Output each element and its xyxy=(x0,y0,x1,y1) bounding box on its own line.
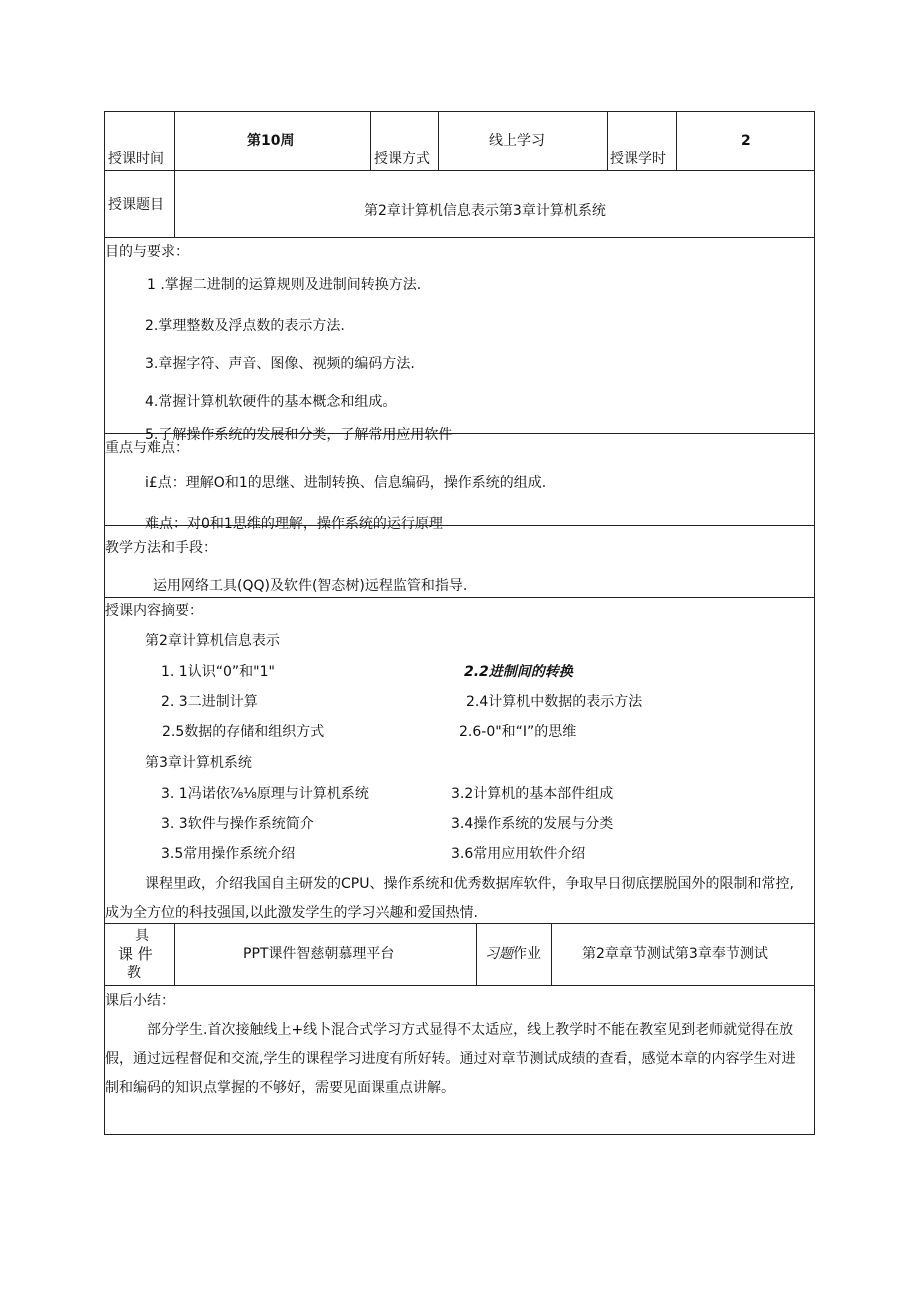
ideology-paragraph: 课程里政，介绍我国自主研发的CPU、操作系统和优秀数据库软件，争取早日彻底摆脱国外的限制和常控,成为全方位的科技强国,以此激发学生的学习兴趣和爱国热情. xyxy=(105,876,794,921)
reflection-title: 课后小结： xyxy=(105,993,175,1009)
section-item: 3.4操作系统的发展与分类 xyxy=(451,816,614,832)
col-divider xyxy=(174,112,175,170)
col-divider xyxy=(174,170,175,237)
lesson-plan-table xyxy=(104,111,815,1135)
col-divider xyxy=(174,923,175,985)
hours-label: 授课学时 xyxy=(610,151,666,167)
week-value: 第10周 xyxy=(247,133,295,149)
resources-label-2: 课 件 xyxy=(118,945,153,963)
objective-item: 3.章握字符、声音、图像、视频的编码方法. xyxy=(145,356,415,372)
objectives-list xyxy=(105,238,814,443)
homework-label xyxy=(485,945,541,963)
resources-value: PPT课件智慈朝慕理平台 xyxy=(243,946,395,962)
chapter-2-title: 第2章计算机信息表示 xyxy=(145,633,280,649)
resources-label-1: 具 xyxy=(135,928,149,944)
reflection-paragraph: 部分学生.首次接触线上+线卜混合式学习方式显得不太适应，线上教学时不能在教室见到老师就觉得在放假，通过远程督促和交流,学生的课程学习进度有所好转。通过对章节测试成绩的查看，感觉本章的内容学生对进制和编码的知识点掌握的不够好，需要见面课重点讲解。 xyxy=(105,1022,796,1096)
homework-label-italic: 习题 xyxy=(485,946,513,962)
objective-item: 5.了解操作系统的发展和分类，了解常用应用软件 xyxy=(145,427,453,443)
section-item: 3.6常用应用软件介绍 xyxy=(451,846,586,862)
col-divider xyxy=(607,112,608,170)
row-divider xyxy=(105,170,814,171)
methods-box xyxy=(105,526,814,597)
homework-label-text: 作业 xyxy=(513,946,541,962)
section-item: 3. 3软件与操作系统简介 xyxy=(161,816,314,832)
row-divider xyxy=(105,597,814,598)
section-item: 1. 1认识“0”和"1" xyxy=(161,664,275,680)
col-divider xyxy=(676,112,677,170)
section-item: 2.6-0"和“I”的思维 xyxy=(459,724,577,740)
key-points-title: 重点与难点： xyxy=(105,440,189,456)
col-divider xyxy=(438,112,439,170)
row-divider xyxy=(105,985,814,986)
objective-item: 2.掌理整数及浮点数的表示方法. xyxy=(145,318,345,334)
key-points-list xyxy=(105,434,814,532)
methods-text: 运用网络工具(QQ)及软件(智态树)远程监管和指导. xyxy=(153,578,468,594)
section-item: 2.2进制间的转换 xyxy=(464,664,573,680)
col-divider xyxy=(551,923,552,985)
col-divider xyxy=(476,923,477,985)
topic-value: 第2章计算机信息表示第3章计算机系统 xyxy=(364,203,606,219)
methods-title: 教学方法和手段： xyxy=(105,540,217,556)
chapter-3-title: 第3章计算机系统 xyxy=(145,755,252,771)
section-item: 2.4计算机中数据的表示方法 xyxy=(466,694,643,710)
section-item: 2. 3二进制计算 xyxy=(161,694,258,710)
objectives-title: 目的与要求： xyxy=(105,244,189,260)
homework-value: 第2章章节测试第3章奉节测试 xyxy=(582,946,768,962)
section-item: 3.2计算机的基本部件组成 xyxy=(451,786,614,802)
time-label: 授课时间 xyxy=(108,151,164,167)
key-point-item: 难点：对0和1思维的理解，操作系统的运行原理 xyxy=(145,516,443,532)
resources-label-3: 教 xyxy=(127,965,141,981)
col-divider xyxy=(370,112,371,170)
section-item: 3.5常用操作系统介绍 xyxy=(161,846,296,862)
method-value: 线上学习 xyxy=(489,133,545,149)
section-item: 2.5数据的存储和组织方式 xyxy=(162,724,325,740)
objective-item: 1 .掌握二进制的运算规则及进制间转换方法. xyxy=(147,277,422,293)
objective-item: 4.常握计算机软硬件的基本概念和组成。 xyxy=(145,394,397,410)
key-point-item: i£点：理解O和1的思继、进制转换、信息编码，操作系统的组成. xyxy=(145,475,547,491)
section-item: 3. 1冯诺依⅞⅛原理与计算机系统 xyxy=(161,786,369,802)
topic-label: 授课题目 xyxy=(108,197,164,213)
summary-title: 授课内容摘要： xyxy=(105,603,203,619)
method-label: 授课方式 xyxy=(374,151,430,167)
hours-value: 2 xyxy=(741,133,751,149)
